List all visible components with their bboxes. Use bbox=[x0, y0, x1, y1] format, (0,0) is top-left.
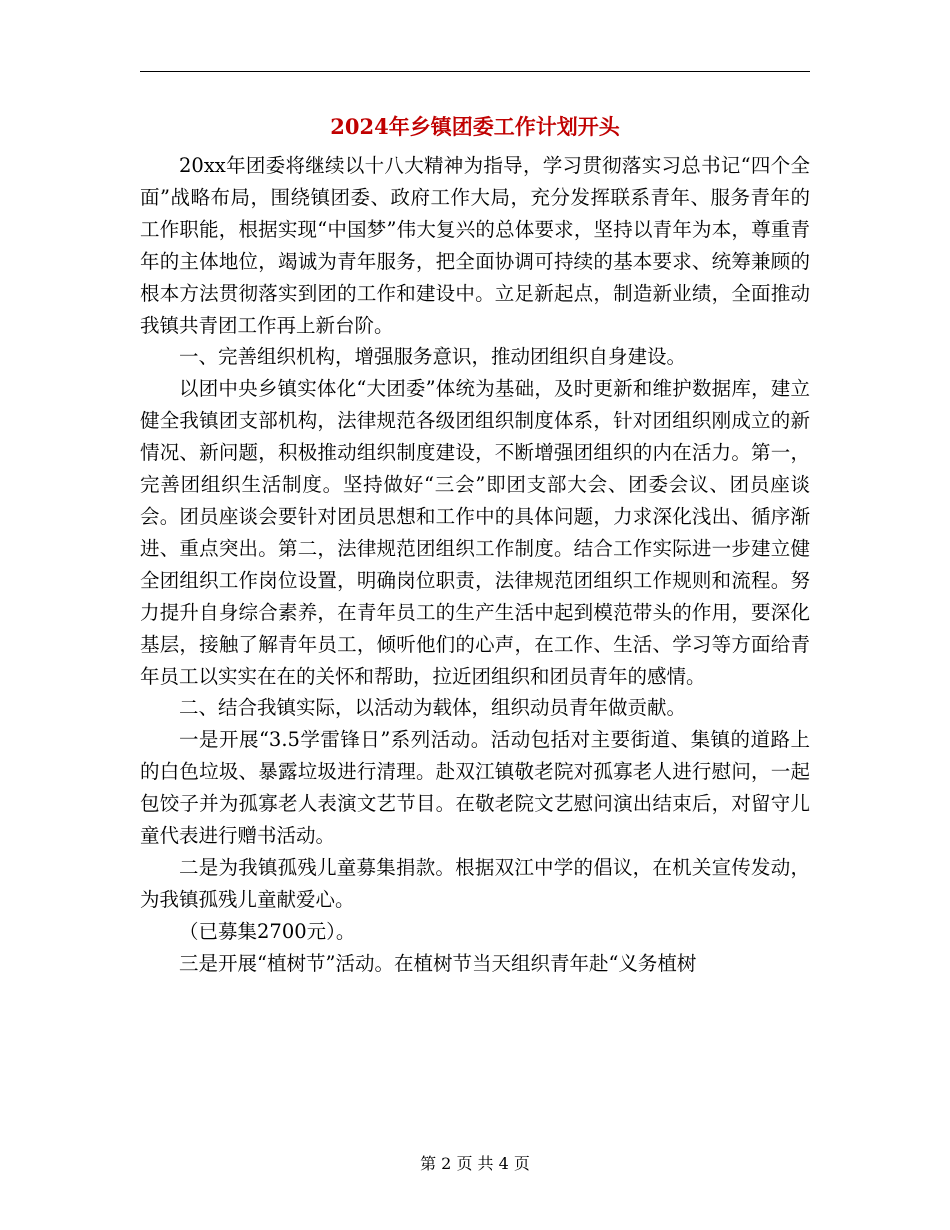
document-body bbox=[140, 150, 810, 980]
paragraph-activity-2: 二是为我镇孤残儿童募集捐款。根据双江中学的倡议，在机关宣传发动，为我镇孤残儿童献爱心。 bbox=[140, 855, 810, 911]
page-number: 第 2 页 共 4 页 bbox=[420, 1154, 530, 1173]
paragraph-activity-1: 一是开展“3.5学雷锋日”系列活动。活动包括对主要街道、集镇的道路上的白色垃圾、暴露垃圾进行清理。赴双江镇敬老院对孤寡老人进行慰问，一起包饺子并为孤寡老人表演文艺节目。在敬老院文艺慰问演出结束后，对留守儿童代表进行赠书活动。 bbox=[140, 728, 810, 848]
section-heading-1: 一、完善组织机构，增强服务意识，推动团组织自身建设。 bbox=[179, 345, 687, 369]
paragraph-donation-note: （已募集2700元）。 bbox=[179, 919, 356, 943]
header-rule bbox=[140, 71, 810, 72]
paragraph-activity-3: 三是开展“植树节”活动。在植树节当天组织青年赴“义务植树 bbox=[179, 951, 697, 975]
document-title: 2024年乡镇团委工作计划开头 bbox=[330, 114, 620, 139]
paragraph-section-1: 以团中央乡镇实体化“大团委”体统为基础，及时更新和维护数据库，建立健全我镇团支部机构，法律规范各级团组织制度体系，针对团组织刚成立的新情况、新问题，积极推动组织制度建设，不断增强团组织的内在活力。第一，完善团组织生活制度。坚持做好“三会”即团支部大会、团委会议、团员座谈会。团员座谈会要针对团员思想和工作中的具体问题，力求深化浅出、循序渐进、重点突出。第二，法律规范团组织工作制度。结合工作实际进一步建立健全团组织工作岗位设置，明确岗位职责，法律规范团组织工作规则和流程。努力提升自身综合素养，在青年员工的生产生活中起到模范带头的作用，要深化基层，接触了解青年员工，倾听他们的心声，在工作、生活、学习等方面给青年员工以实实在在的关怀和帮助，拉近团组织和团员青年的感情。 bbox=[140, 377, 810, 688]
section-heading-2: 二、结合我镇实际，以活动为载体，组织动员青年做贡献。 bbox=[179, 696, 687, 720]
paragraph-intro: 20xx年团委将继续以十八大精神为指导，学习贯彻落实习总书记“四个全面”战略布局，围绕镇团委、政府工作大局，充分发挥联系青年、服务青年的工作职能，根据实现“中国梦”伟大复兴的总体要求，坚持以青年为本，尊重青年的主体地位，竭诚为青年服务，把全面协调可持续的基本要求、统筹兼顾的根本方法贯彻落实到团的工作和建设中。立足新起点，制造新业绩，全面推动我镇共青团工作再上新台阶。 bbox=[140, 154, 810, 337]
